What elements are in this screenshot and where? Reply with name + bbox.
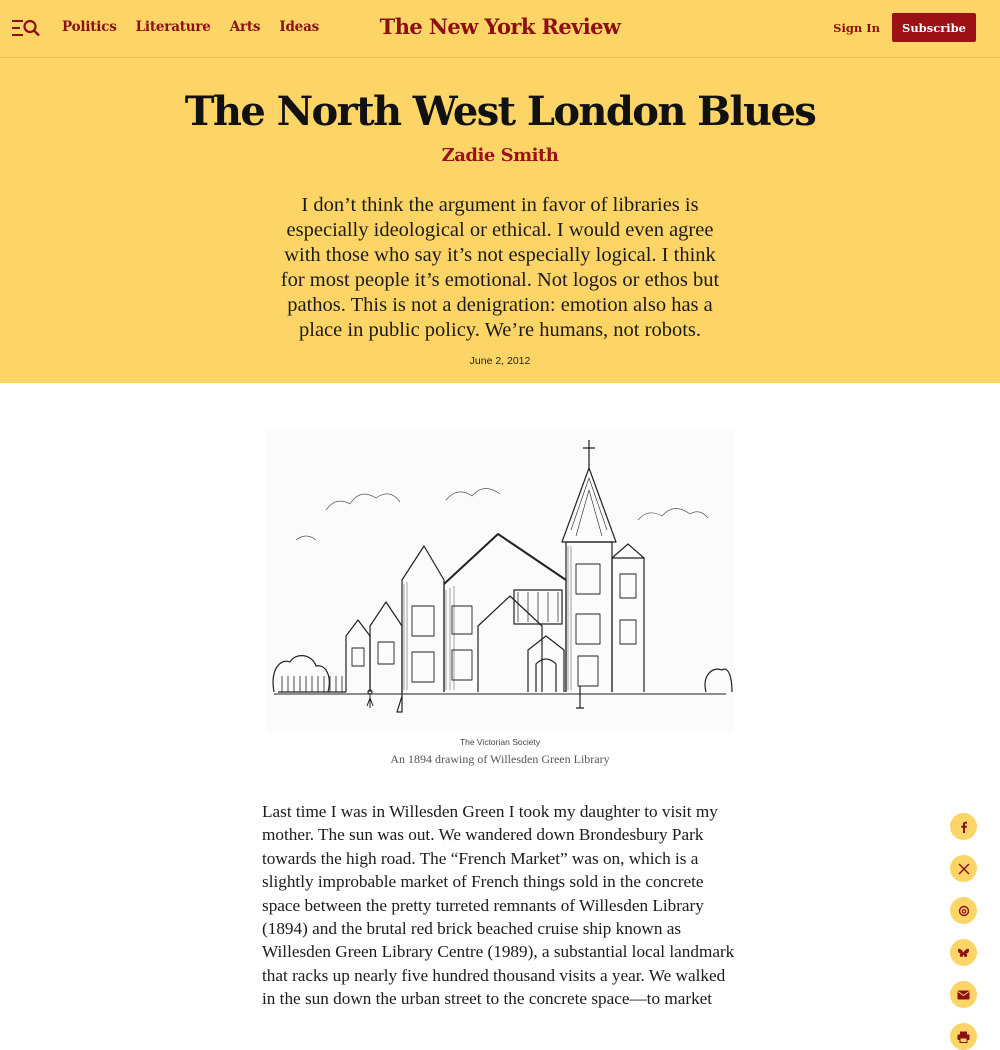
author-link[interactable]: Zadie Smith [441, 145, 559, 166]
nav-literature[interactable]: Literature [135, 19, 211, 35]
article-title: The North West London Blues [184, 88, 816, 135]
article-hero [0, 0, 1000, 383]
share-bluesky-button[interactable] [950, 939, 977, 966]
bluesky-icon [957, 947, 970, 959]
threads-icon [958, 905, 970, 917]
print-icon [957, 1031, 970, 1043]
nav-arts[interactable]: Arts [229, 19, 261, 35]
subscribe-button[interactable]: Subscribe [892, 13, 976, 42]
x-icon [958, 863, 970, 875]
library-drawing-image [266, 430, 734, 732]
facebook-icon [958, 821, 970, 833]
share-email-button[interactable] [950, 981, 977, 1008]
site-logo[interactable]: The New York Review [379, 14, 621, 39]
article-dek: I don’t think the argument in favor of libraries is especially ideological or ethical. I would even agree with those who say it’s not especially logical. I think for most people it’s emotional. Not logos or ethos but pathos. This is not a denigration: emotion also has a place in public policy. We’re humans, not robots. [280, 194, 720, 341]
article-body: Last time I was in Willesden Green I took my daughter to visit my mother. The sun was out. We wandered down Brondesbury Park towards the high road. The “French Market” was on, which is a slightly improbable market of French things sold in the concrete space between the pretty turreted remnants of Willesden Library (1894) and the brutal red brick beached cruise ship known as Willesden Green Library Centre (1989), a substantial local landmark that racks up nearly five hundred thousand visits a year. We walked in the sun down the urban street to the concrete space—to market [262, 802, 735, 1009]
publish-date: June 2, 2012 [469, 355, 531, 367]
email-icon [957, 990, 970, 1000]
nav-ideas[interactable]: Ideas [279, 19, 320, 35]
image-caption: An 1894 drawing of Willesden Green Library [390, 752, 610, 766]
share-print-button[interactable] [950, 1023, 977, 1050]
share-facebook-button[interactable] [950, 813, 977, 840]
sign-in-link[interactable]: Sign In [833, 21, 880, 35]
image-credit: The Victorian Society [459, 737, 541, 747]
share-threads-button[interactable] [950, 897, 977, 924]
site-header [0, 0, 1000, 58]
share-x-button[interactable] [950, 855, 977, 882]
nav-politics[interactable]: Politics [62, 19, 117, 35]
